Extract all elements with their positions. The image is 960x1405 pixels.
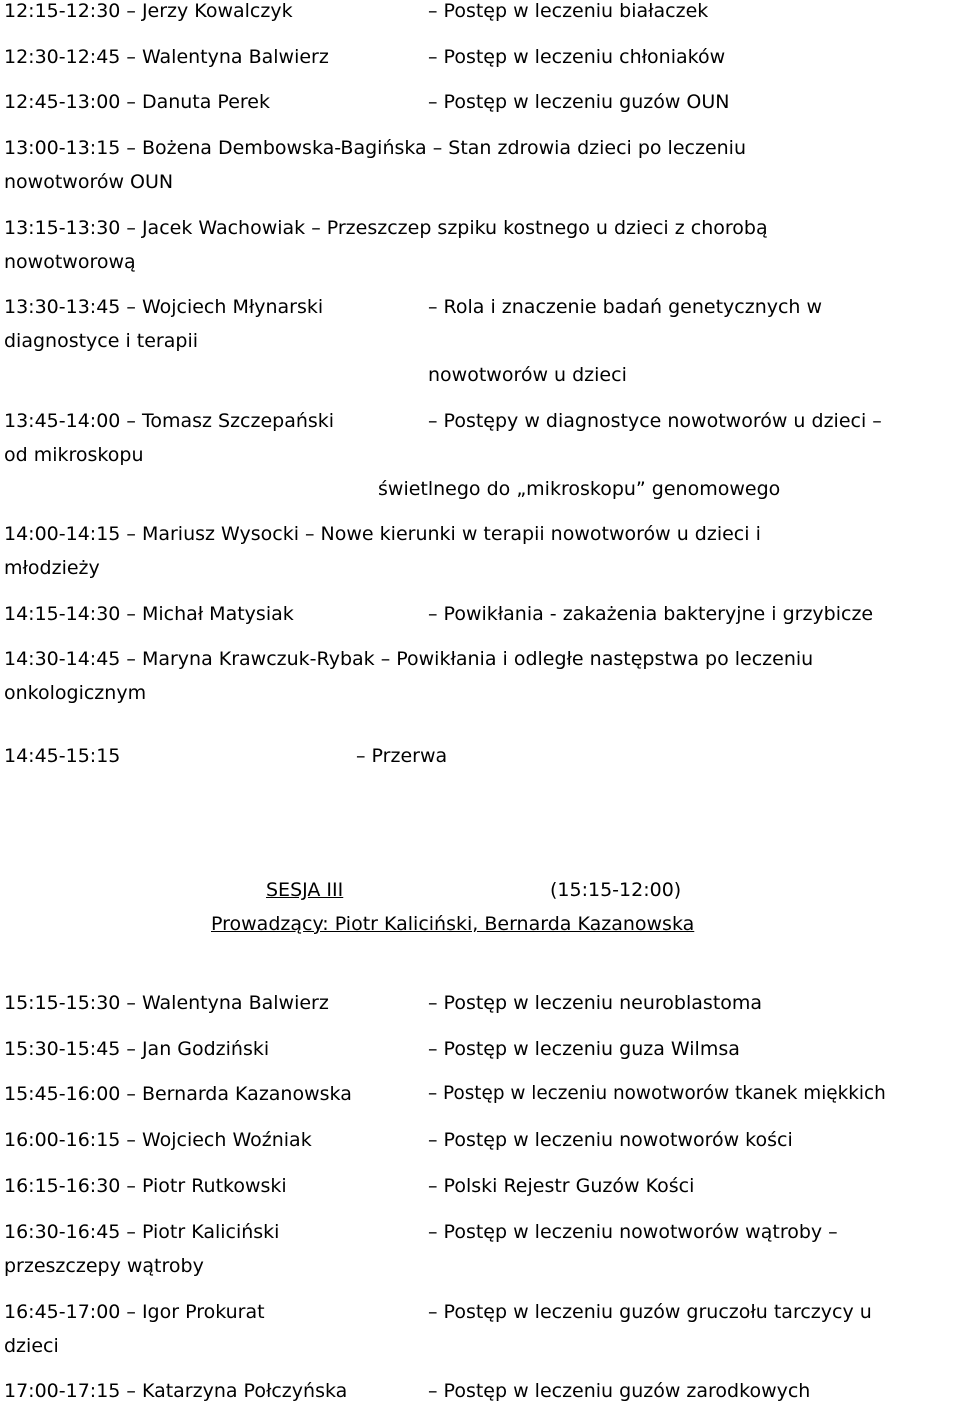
line-15: 13:45-14:00 – Tomasz Szczepański [4,410,335,432]
line-6: – Postęp w leczeniu guzów OUN [428,91,730,113]
line-3: 12:30-12:45 – Walentyna Balwierz [4,46,329,68]
line-12: – Rola i znaczenie badań genetycznych w [428,296,823,318]
line-46: 17:00-17:15 – Katarzyna Połczyńska [4,1380,348,1402]
line-41: – Postęp w leczeniu nowotworów wątroby – [428,1221,838,1243]
line-2: – Postęp w leczeniu białaczek [428,0,709,22]
line-37: – Postęp w leczeniu nowotworów kości [428,1129,793,1151]
line-34: 15:45-16:00 – Bernarda Kazanowska [4,1083,352,1105]
session-title: SESJA III [266,879,344,901]
line-11: 13:30-13:45 – Wojciech Młynarski [4,296,324,318]
line-36: 16:00-16:15 – Wojciech Woźniak [4,1129,312,1151]
line-32: 15:30-15:45 – Jan Godziński [4,1038,270,1060]
line-7: 13:00-13:15 – Bożena Dembowska-Bagińska – Stan zdrowia dzieci po leczeniu [4,137,747,159]
line-26: – Przerwa [356,745,448,767]
line-40: 16:30-16:45 – Piotr Kaliciński [4,1221,280,1243]
line-17: od mikroskopu [4,444,144,466]
line-22: – Powikłania - zakażenia bakteryjne i grzybicze [428,603,874,625]
line-8: nowotworów OUN [4,171,174,193]
line-33: – Postęp w leczeniu guza Wilmsa [428,1038,740,1060]
line-23: 14:30-14:45 – Maryna Krawczuk-Rybak – Powikłania i odległe następstwa po leczeniu [4,648,814,670]
session-chairs: Prowadzący: Piotr Kaliciński, Bernarda Kazanowska [211,913,695,935]
line-24: onkologicznym [4,682,147,704]
line-39: – Polski Rejestr Guzów Kości [428,1175,695,1197]
line-13: diagnostyce i terapii [4,330,199,352]
line-14: nowotworów u dzieci [428,364,627,386]
line-42: przeszczepy wątroby [4,1255,204,1277]
line-19: 14:00-14:15 – Mariusz Wysocki – Nowe kierunki w terapii nowotworów u dzieci i [4,523,761,545]
line-31: – Postęp w leczeniu neuroblastoma [428,992,763,1014]
line-45: dzieci [4,1335,59,1357]
line-44: – Postęp w leczeniu guzów gruczołu tarczycy u [428,1301,872,1323]
line-5: 12:45-13:00 – Danuta Perek [4,91,270,113]
line-21: 14:15-14:30 – Michał Matysiak [4,603,294,625]
line-9: 13:15-13:30 – Jacek Wachowiak – Przeszczep szpiku kostnego u dzieci z chorobą [4,217,768,239]
line-43: 16:45-17:00 – Igor Prokurat [4,1301,265,1323]
line-20: młodzieży [4,557,100,579]
line-16: – Postępy w diagnostyce nowotworów u dzieci – [428,410,882,432]
line-4: – Postęp w leczeniu chłoniaków [428,46,726,68]
line-30: 15:15-15:30 – Walentyna Balwierz [4,992,329,1014]
line-35: – Postęp w leczeniu nowotworów tkanek miękkich [428,1083,886,1104]
line-1: 12:15-12:30 – Jerzy Kowalczyk [4,0,293,22]
line-25: 14:45-15:15 [4,745,121,767]
line-18: świetlnego do „mikroskopu” genomowego [378,478,781,500]
line-10: nowotworową [4,251,136,273]
session-time: (15:15-12:00) [550,879,682,901]
line-47: – Postęp w leczeniu guzów zarodkowych [428,1380,811,1402]
line-38: 16:15-16:30 – Piotr Rutkowski [4,1175,287,1197]
